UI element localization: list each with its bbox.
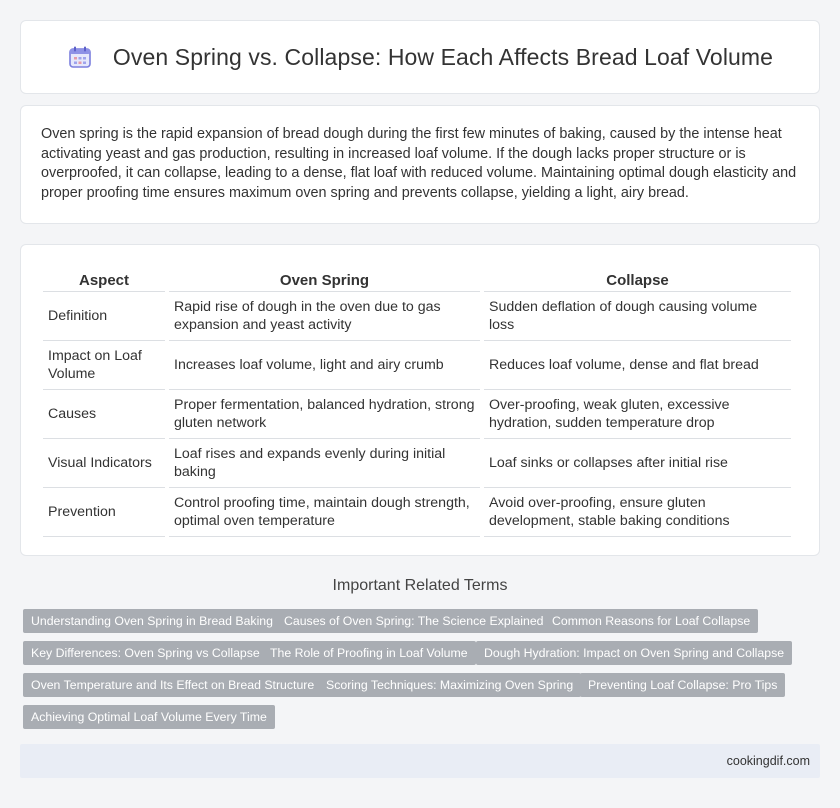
- collapse-cell: Over-proofing, weak gluten, excessive hydration, sudden temperature drop: [484, 390, 791, 439]
- related-terms-title: Important Related Terms: [332, 577, 508, 594]
- related-term-tag[interactable]: Achieving Optimal Loaf Volume Every Time: [23, 705, 275, 729]
- collapse-cell: Avoid over-proofing, ensure gluten development, stable baking conditions: [484, 488, 791, 537]
- table-row: [43, 292, 791, 341]
- related-term-tag[interactable]: The Role of Proofing in Loaf Volume: [262, 641, 476, 665]
- related-term-tag[interactable]: Understanding Oven Spring in Bread Baking: [23, 609, 281, 633]
- related-term-tag[interactable]: Key Differences: Oven Spring vs Collapse: [23, 641, 268, 665]
- column-header-aspect: Aspect: [43, 264, 165, 292]
- comparison-table: [39, 264, 795, 537]
- aspect-cell: Causes: [43, 390, 165, 439]
- footer: [20, 744, 820, 778]
- oven-spring-cell: Control proofing time, maintain dough strength, optimal oven temperature: [169, 488, 480, 537]
- aspect-cell: Impact on Loaf Volume: [43, 341, 165, 390]
- oven-spring-cell: Rapid rise of dough in the oven due to gas expansion and yeast activity: [169, 292, 480, 341]
- table-row: [43, 341, 791, 390]
- intro-text: Oven spring is the rapid expansion of bread dough during the first few minutes of baking, caused by the intense heat activating yeast and gas production, resulting in increased loaf volume. If the dough lacks proper structure or is overproofed, it can collapse, leading to a dense, flat loaf with reduced volume. Maintaining optimal dough elasticity and proper proofing time ensures maximum oven spring and prevents collapse, yielding a light, airy bread.: [41, 126, 797, 201]
- page-title: Oven Spring vs. Collapse: How Each Affects Bread Loaf Volume: [112, 43, 774, 70]
- collapse-cell: Loaf sinks or collapses after initial rise: [484, 439, 791, 488]
- oven-spring-cell: Loaf rises and expands evenly during initial baking: [169, 439, 480, 488]
- related-term-tag[interactable]: Common Reasons for Loaf Collapse: [544, 609, 758, 633]
- footer-site-link[interactable]: cookingdif.com: [726, 754, 810, 768]
- collapse-cell: Sudden deflation of dough causing volume loss: [484, 292, 791, 341]
- column-header-collapse: Collapse: [484, 264, 791, 292]
- oven-spring-cell: Proper fermentation, balanced hydration, strong gluten network: [169, 390, 480, 439]
- table-row: [43, 488, 791, 537]
- oven-spring-cell: Increases loaf volume, light and airy crumb: [169, 341, 480, 390]
- page-header: [20, 20, 820, 94]
- related-term-tag[interactable]: Causes of Oven Spring: The Science Explained: [276, 609, 552, 633]
- aspect-cell: Definition: [43, 292, 165, 341]
- aspect-cell: Visual Indicators: [43, 439, 165, 488]
- column-header-oven-spring: Oven Spring: [169, 264, 480, 292]
- related-term-tag[interactable]: Scoring Techniques: Maximizing Oven Spring: [318, 673, 581, 697]
- related-term-tag[interactable]: Dough Hydration: Impact on Oven Spring and Collapse: [476, 641, 792, 665]
- table-row: [43, 439, 791, 488]
- comparison-card: [20, 244, 820, 556]
- table-row: [43, 390, 791, 439]
- table-header-row: [43, 264, 791, 292]
- related-term-tag[interactable]: Oven Temperature and Its Effect on Bread Structure: [23, 673, 322, 697]
- collapse-cell: Reduces loaf volume, dense and flat bread: [484, 341, 791, 390]
- calendar-icon: [67, 44, 93, 70]
- intro-card: [20, 105, 820, 224]
- related-term-tag[interactable]: Preventing Loaf Collapse: Pro Tips: [580, 673, 785, 697]
- aspect-cell: Prevention: [43, 488, 165, 537]
